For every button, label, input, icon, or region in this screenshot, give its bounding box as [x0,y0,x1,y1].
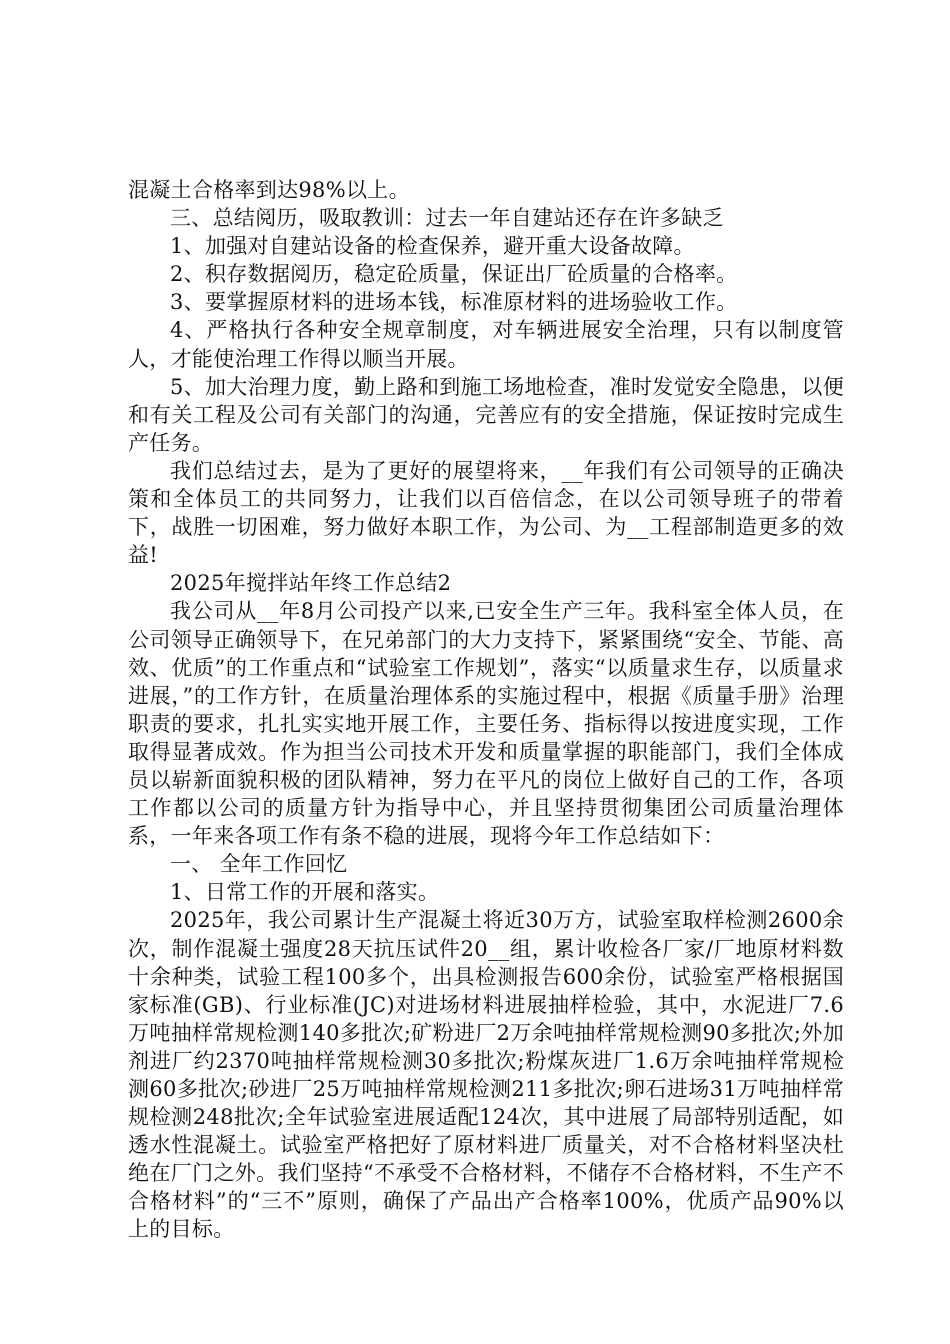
list-item-1: 1、加强对自建站设备的检查保养，避开重大设备故障。 [170,234,695,259]
subsection-heading-daily-work: 1、日常工作的开展和落实。 [170,880,440,905]
list-item-4: 4、严格执行各种安全规章制度，对车辆进展安全治理，只有以制度管人，才能使治理工作得以顺当开展。 [128,318,844,371]
list-item-3: 3、要掌握原材料的进场本钱，标准原材料的进场验收工作。 [170,290,738,315]
list-item-2: 2、积存数据阅历，稳定砼质量，保证出厂砼质量的合格率。 [170,262,738,287]
document-body [128,176,844,1244]
list-item-5: 5、加大治理力度，勤上路和到施工场地检查，准时发觉安全隐患，以便和有关工程及公司有关部门的沟通，完善应有的安全措施，保证按时完成生产任务。 [128,374,844,455]
section-heading-lessons: 三、总结阅历，吸取教训：过去一年自建站还存在许多缺乏 [170,206,724,231]
statistics-paragraph: 2025年，我公司累计生产混凝土将近30万方，试验室取样检测2600余次，制作混凝土强度28天抗压试件20__组，累计收检各厂家/厂地原材料数十余种类，试验工程100多个，出具检测报告600余份，试验室严格根据国家标准(GB)、行业标准(JC)对进场材料进展抽样检验，其中，水泥进厂7.6万吨抽样常规检测140多批次;矿粉进厂2万余吨抽样常规检测90多批次;外加剂进厂约2370吨抽样常规检测30多批次;粉煤灰进厂1.6万余吨抽样常规检测60多批次;砂进厂25万吨抽样常规检测211多批次;卵石进场31万吨抽样常规检测248批次;全年试验室进展适配124次，其中进展了局部特别适配，如透水性混凝土。试验室严格把好了原材料进厂质量关，对不合格材料坚决杜绝在厂门之外。我们坚持“不承受不合格材料，不储存不合格材料，不生产不合格材料”的“三不”原则，确保了产品出产合格率100%，优质产品90%以上的目标。 [128,908,844,1242]
intro-paragraph: 我公司从__年8月公司投产以来,已安全生产三年。我科室全体人员，在公司领导正确领导下，在兄弟部门的大力支持下，紧紧围绕“安全、节能、高效、优质”的工作重点和“试验室工作规划”，落实“以质量求生存，以质量求进展，”的工作方针，在质量治理体系的实施过程中，根据《质量手册》治理职责的要求，扎扎实实地开展工作，主要任务、指标得以按进度实现，工作取得显著成效。作为担当公司技术开发和质量掌握的职能部门，我们全体成员以崭新面貌积极的团队精神，努力在平凡的岗位上做好自己的工作，各项工作都以公司的质量方针为指导中心，并且坚持贯彻集团公司质量治理体系，一年来各项工作有条不稳的进展，现将今年工作总结如下： [128,599,844,849]
paragraph-continuation: 混凝土合格率到达98%以上。 [128,178,410,202]
section-heading-review: 一、 全年工作回忆 [170,852,348,877]
document-title-2: 2025年搅拌站年终工作总结2 [170,571,452,596]
closing-paragraph: 我们总结过去，是为了更好的展望将来，__年我们有公司领导的正确决策和全体员工的共同努力，让我们以百倍信念，在以公司领导班子的带着下，战胜一切困难，努力做好本职工作，为公司、为__工程部制造更多的效益! [128,458,844,568]
